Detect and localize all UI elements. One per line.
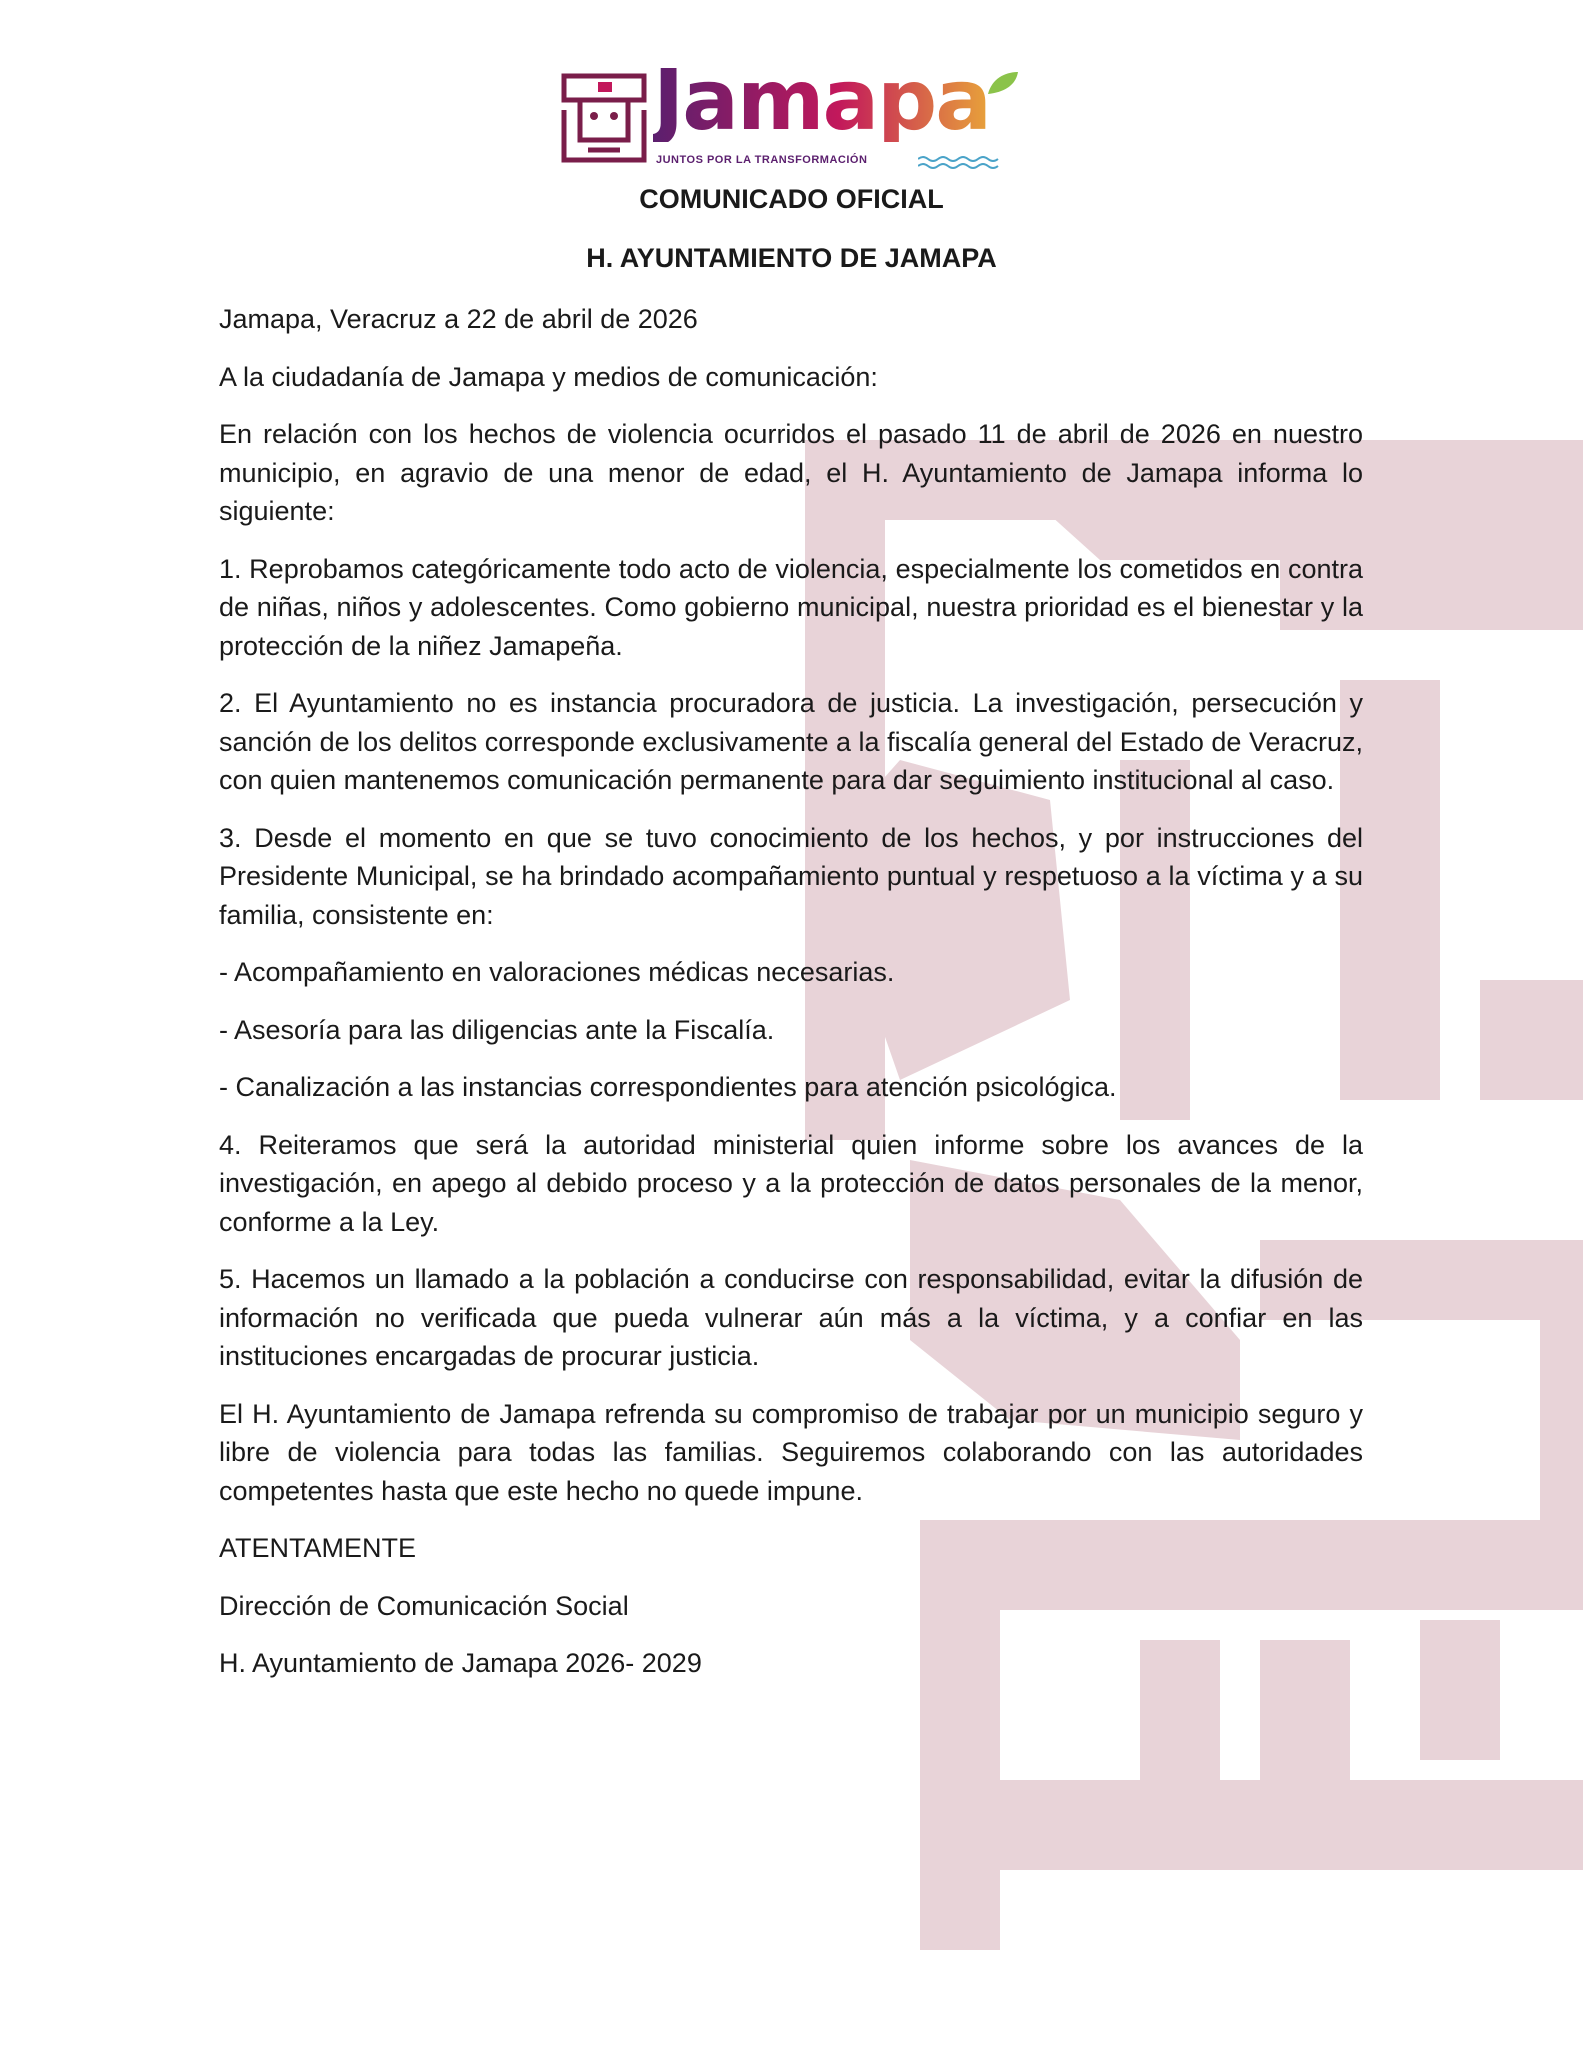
bullet-item-2: - Asesoría para las diligencias ante la Fiscalía.	[219, 1014, 775, 1045]
point-5: 5. Hacemos un llamado a la población a conducirse con responsabilidad, evitar la difusión de información no verificada que pueda vulnerar aún más a la víctima, y a confiar en las instituciones encargadas de procurar justicia.	[219, 1264, 1363, 1371]
page-title: COMUNICADO OFICIAL	[639, 184, 944, 214]
intro-paragraph: En relación con los hechos de violencia ocurridos el pasado 11 de abril de 2026 en nuestro municipio, en agravio de una menor de edad, el H. Ayuntamiento de Jamapa informa lo siguiente:	[219, 419, 1363, 526]
water-waves-icon	[918, 154, 1004, 170]
page-subtitle: H. AYUNTAMIENTO DE JAMAPA	[586, 243, 997, 273]
point-1: 1. Reprobamos categóricamente todo acto de violencia, especialmente los cometidos en contra de niñas, niños y adolescentes. Como gobierno municipal, nuestra prioridad es el bienestar y la protección de la niñez Jamapeña.	[219, 553, 1363, 661]
closing-paragraph: El H. Ayuntamiento de Jamapa refrenda su compromiso de trabajar por un municipio seguro y libre de violencia para todas las familias. Seguiremos colaborando con las autoridades competentes hasta que este hecho no quede impune.	[219, 1398, 1363, 1506]
jamapa-logo	[558, 51, 1028, 172]
place-date: Jamapa, Veracruz a 22 de abril de 2026	[219, 304, 698, 334]
logo-tagline: JUNTOS POR LA TRANSFORMACIÓN	[656, 154, 868, 166]
point-2: 2. El Ayuntamiento no es instancia procuradora de justicia. La investigación, persecución y sanción de los delitos corresponde exclusivamente a la fiscalía general del Estado de Veracruz, con quien mantenemos comunicación permanente para dar seguimiento institucional al caso.	[219, 688, 1363, 795]
signature-office: H. Ayuntamiento de Jamapa 2026- 2029	[219, 1648, 702, 1678]
sign-off: ATENTAMENTE	[219, 1533, 417, 1563]
salutation: A la ciudadanía de Jamapa y medios de comunicación:	[219, 361, 878, 392]
leaf-icon	[986, 70, 1020, 96]
logo-wordmark: Jamapa	[653, 51, 990, 149]
signature-department: Dirección de Comunicación Social	[219, 1590, 629, 1621]
bullet-item-1: - Acompañamiento en valoraciones médicas necesarias.	[219, 957, 895, 987]
letter-body	[219, 300, 1363, 1702]
point-3: 3. Desde el momento en que se tuvo conocimiento de los hechos, y por instrucciones del Presidente Municipal, se ha brindado acompañamiento puntual y respetuoso a la víctima y a su familia, consistente en:	[219, 822, 1363, 930]
bullet-item-3: - Canalización a las instancias correspondientes para atención psicológica.	[219, 1072, 1117, 1102]
point-4: 4. Reiteramos que será la autoridad ministerial quien informe sobre los avances de la investigación, en apego al debido proceso y a la protección de datos personales de la menor, conforme a la Ley.	[219, 1129, 1363, 1237]
